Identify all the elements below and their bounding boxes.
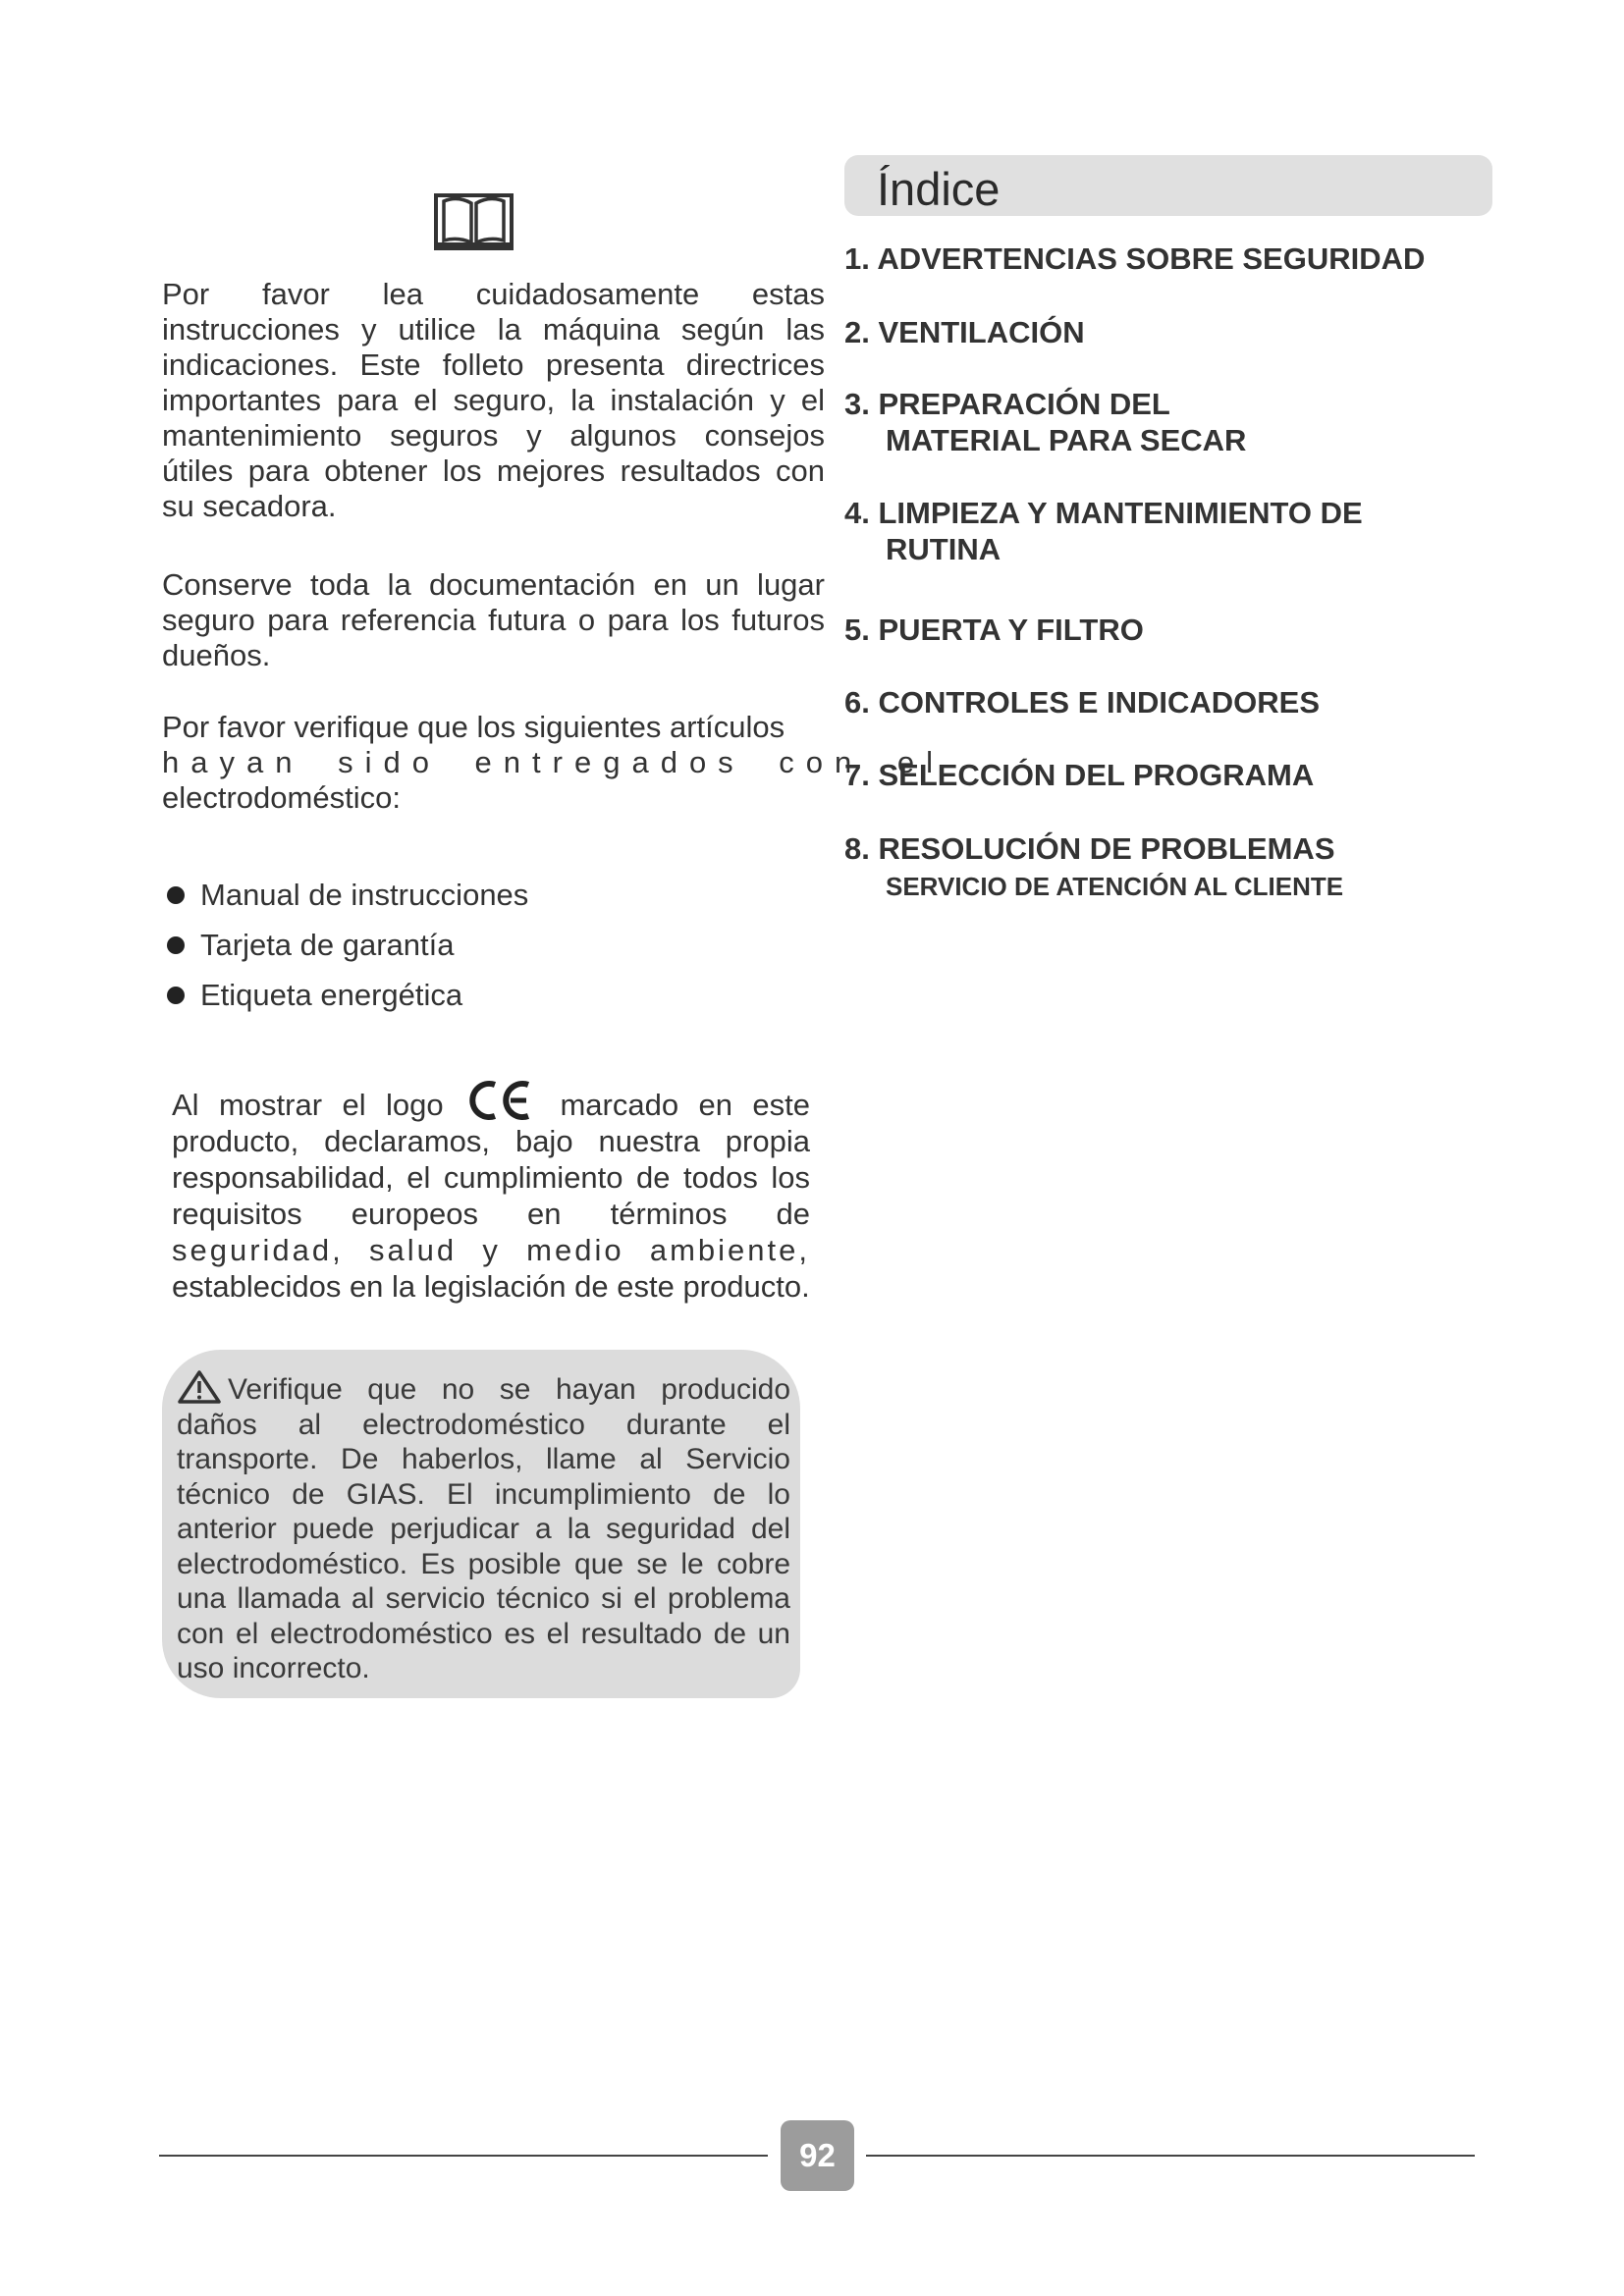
toc-item-cleaning[interactable]: 4. LIMPIEZA Y MANTENIMIENTO DE RUTINA	[844, 496, 1363, 566]
warning-triangle-icon	[177, 1369, 222, 1405]
footer-rule-left	[159, 2155, 768, 2157]
warning-text: Verifique que no se hayan producido daños al electrodoméstico durante el transporte. De haberlos, llame al Servicio técnico de GIAS. El incumplimiento de lo anterior puede perjudicar a la seguridad del electrodoméstico. Es posible que se le cobre una llamada al servicio técnico si el problema con el electrodoméstico es el resultado de un uso incorrecto.	[177, 1369, 790, 1686]
verify-paragraph	[162, 710, 946, 816]
bullet-icon	[167, 987, 185, 1004]
list-item: Manual de instrucciones	[167, 870, 528, 920]
bullet-icon	[167, 936, 185, 954]
delivered-items-list	[167, 870, 528, 1020]
ce-paragraph: Al mostrar el logo marcado en este producto, declaramos, bajo nuestra propia responsabilidad, el cumplimiento de todos los requisitos europeos en términos de seguridad, salud y medio ambiente, establecidos en la legislación de este producto.	[172, 1080, 810, 1305]
ce-mark-icon	[467, 1080, 536, 1121]
toc-item-preparation[interactable]: 3. PREPARACIÓN DEL MATERIAL PARA SECAR	[844, 387, 1247, 457]
list-item: Tarjeta de garantía	[167, 920, 528, 970]
toc-item-door-filter[interactable]: 5. PUERTA Y FILTRO	[844, 613, 1144, 647]
verify-line-1: Por favor verifique que los siguientes artículos	[162, 710, 785, 744]
list-item: Etiqueta energética	[167, 970, 528, 1020]
toc-item-safety[interactable]: 1. ADVERTENCIAS SOBRE SEGURIDAD	[844, 241, 1426, 276]
footer-rule-right	[866, 2155, 1475, 2157]
book-icon	[432, 191, 515, 252]
toc-item-program[interactable]: 7. SELECCIÓN DEL PROGRAMA	[844, 758, 1315, 792]
toc-item-ventilation[interactable]: 2. VENTILACIÓN	[844, 315, 1085, 349]
verify-line-2: hayan sido entregados con el	[162, 745, 946, 779]
verify-line-3: electrodoméstico:	[162, 780, 401, 815]
conserve-paragraph: Conserve toda la documentación en un lugar seguro para referencia futura o para los futuros dueños.	[162, 567, 825, 672]
toc-item-troubleshooting[interactable]: 8. RESOLUCIÓN DE PROBLEMAS SERVICIO DE ATENCIÓN AL CLIENTE	[844, 831, 1344, 901]
toc-title: Índice	[877, 163, 1001, 215]
page-number: 92	[781, 2120, 854, 2191]
bullet-icon	[167, 886, 185, 904]
toc-item-controls[interactable]: 6. CONTROLES E INDICADORES	[844, 685, 1320, 720]
intro-paragraph: Por favor lea cuidadosamente estas instrucciones y utilice la máquina según las indicaciones. Este folleto presenta directrices importantes para el seguro, la instalación y el mantenimiento seguros y algunos consejos útiles para obtener los mejores resultados con su secadora.	[162, 277, 825, 523]
